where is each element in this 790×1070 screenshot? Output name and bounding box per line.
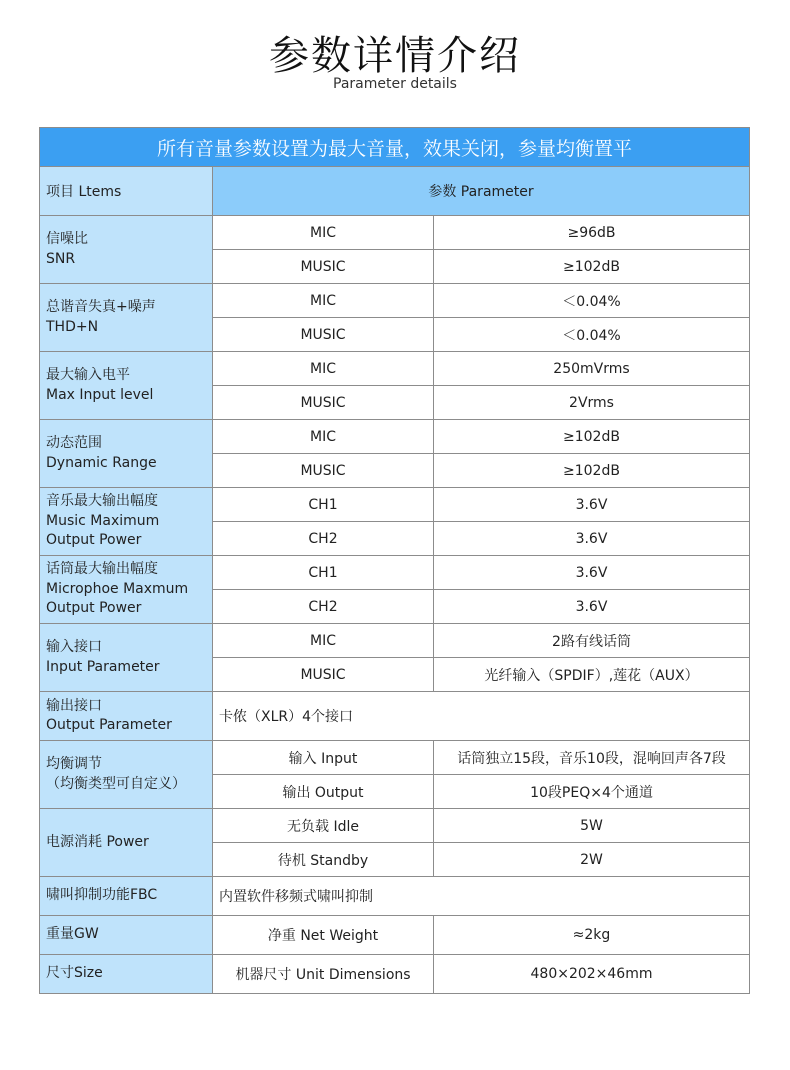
sub-item: MIC <box>213 420 434 454</box>
row-label-mic-output <box>40 556 213 624</box>
row-label-music-output <box>40 488 213 556</box>
table-row <box>40 216 750 250</box>
row-label-input <box>40 624 213 692</box>
label-en: Music Maximum <box>46 512 160 529</box>
value-cell: 10段PEQ×4个通道 <box>434 775 750 809</box>
sub-item: MIC <box>213 216 434 250</box>
label-en: Output Power <box>46 600 142 617</box>
table-row <box>40 741 750 775</box>
value-cell: 250mVrms <box>434 352 750 386</box>
sub-item: MIC <box>213 284 434 318</box>
value-cell: 2路有线话筒 <box>434 624 750 658</box>
page-subtitle: Parameter details <box>333 76 457 92</box>
table-row <box>40 352 750 386</box>
value-cell: ≥102dB <box>434 250 750 284</box>
sub-item: 无负载 Idle <box>213 809 434 843</box>
value-cell: 480×202×46mm <box>434 955 750 994</box>
value-cell: ＜0.04% <box>434 318 750 352</box>
value-cell: ≥102dB <box>434 420 750 454</box>
column-header-items: 项目 Ltems <box>40 167 213 216</box>
row-label-snr <box>40 216 213 284</box>
table-row <box>40 955 750 994</box>
row-label-power: 电源消耗 Power <box>40 809 213 877</box>
sub-item: CH2 <box>213 590 434 624</box>
label-en: Max Input level <box>46 386 154 403</box>
label-cn: 输出接口 <box>46 697 102 714</box>
table-row <box>40 624 750 658</box>
label-cn: 输入接口 <box>46 639 102 655</box>
sub-item: MUSIC <box>213 454 434 488</box>
value-cell: 卡侬（XLR）4个接口 <box>213 692 750 741</box>
table-row <box>40 284 750 318</box>
column-header-parameter: 参数 Parameter <box>213 167 750 216</box>
sub-item: MUSIC <box>213 250 434 284</box>
value-cell: 光纤输入（SPDIF）,莲花（AUX） <box>434 658 750 692</box>
label-en: Output Power <box>46 532 142 549</box>
label-en: Dynamic Range <box>46 454 157 471</box>
label-cn: （均衡类型可自定义） <box>46 775 186 792</box>
label-en: THD+N <box>46 318 99 335</box>
parameter-table <box>39 127 750 994</box>
value-cell: ≥96dB <box>434 216 750 250</box>
label-cn: 信噪比 <box>46 231 88 247</box>
label-en: SNR <box>46 250 76 267</box>
sub-item: CH2 <box>213 522 434 556</box>
sub-item: MUSIC <box>213 658 434 692</box>
label-cn: 均衡调节 <box>46 756 102 772</box>
label-cn: 最大输入电平 <box>46 367 130 383</box>
table-row <box>40 420 750 454</box>
value-cell: 3.6V <box>434 522 750 556</box>
row-label-weight: 重量GW <box>40 916 213 955</box>
value-cell: 内置软件移频式啸叫抑制 <box>213 877 750 916</box>
value-cell: 2W <box>434 843 750 877</box>
table-row <box>40 916 750 955</box>
value-cell: 3.6V <box>434 590 750 624</box>
value-cell: ≈2kg <box>434 916 750 955</box>
sub-item: 机器尺寸 Unit Dimensions <box>213 955 434 994</box>
table-row <box>40 877 750 916</box>
row-label-dynamic-range <box>40 420 213 488</box>
sub-item: CH1 <box>213 556 434 590</box>
sub-item: MIC <box>213 624 434 658</box>
value-cell: 3.6V <box>434 488 750 522</box>
label-en: Microphoe Maxmum <box>46 580 189 597</box>
sub-item: 净重 Net Weight <box>213 916 434 955</box>
value-cell: ＜0.04% <box>434 284 750 318</box>
value-cell: 3.6V <box>434 556 750 590</box>
sub-item: 输入 Input <box>213 741 434 775</box>
value-cell: 5W <box>434 809 750 843</box>
value-cell: 话筒独立15段，音乐10段，混响回声各7段 <box>434 741 750 775</box>
value-cell: ≥102dB <box>434 454 750 488</box>
label-cn: 话筒最大输出幅度 <box>46 561 158 578</box>
row-label-size: 尺寸Size <box>40 955 213 994</box>
label-en: Input Parameter <box>46 658 160 675</box>
page-title: 参数详情介绍 <box>269 33 521 79</box>
row-label-fbc: 啸叫抑制功能FBC <box>40 877 213 916</box>
label-en: Output Parameter <box>46 717 172 733</box>
label-cn: 总谐音失真+噪声 <box>46 299 156 315</box>
table-row <box>40 692 750 741</box>
row-label-max-input <box>40 352 213 420</box>
label-cn: 音乐最大输出幅度 <box>46 493 158 510</box>
table-row <box>40 809 750 843</box>
row-label-output <box>40 692 213 741</box>
sub-item: CH1 <box>213 488 434 522</box>
label-cn: 动态范围 <box>46 435 102 451</box>
sub-item: MUSIC <box>213 386 434 420</box>
row-label-eq <box>40 741 213 809</box>
table-row <box>40 488 750 522</box>
table-row <box>40 556 750 590</box>
sub-item: MIC <box>213 352 434 386</box>
sub-item: 输出 Output <box>213 775 434 809</box>
value-cell: 2Vrms <box>434 386 750 420</box>
table-banner: 所有音量参数设置为最大音量，效果关闭，参量均衡置平 <box>40 128 750 167</box>
sub-item: MUSIC <box>213 318 434 352</box>
sub-item: 待机 Standby <box>213 843 434 877</box>
row-label-thd <box>40 284 213 352</box>
